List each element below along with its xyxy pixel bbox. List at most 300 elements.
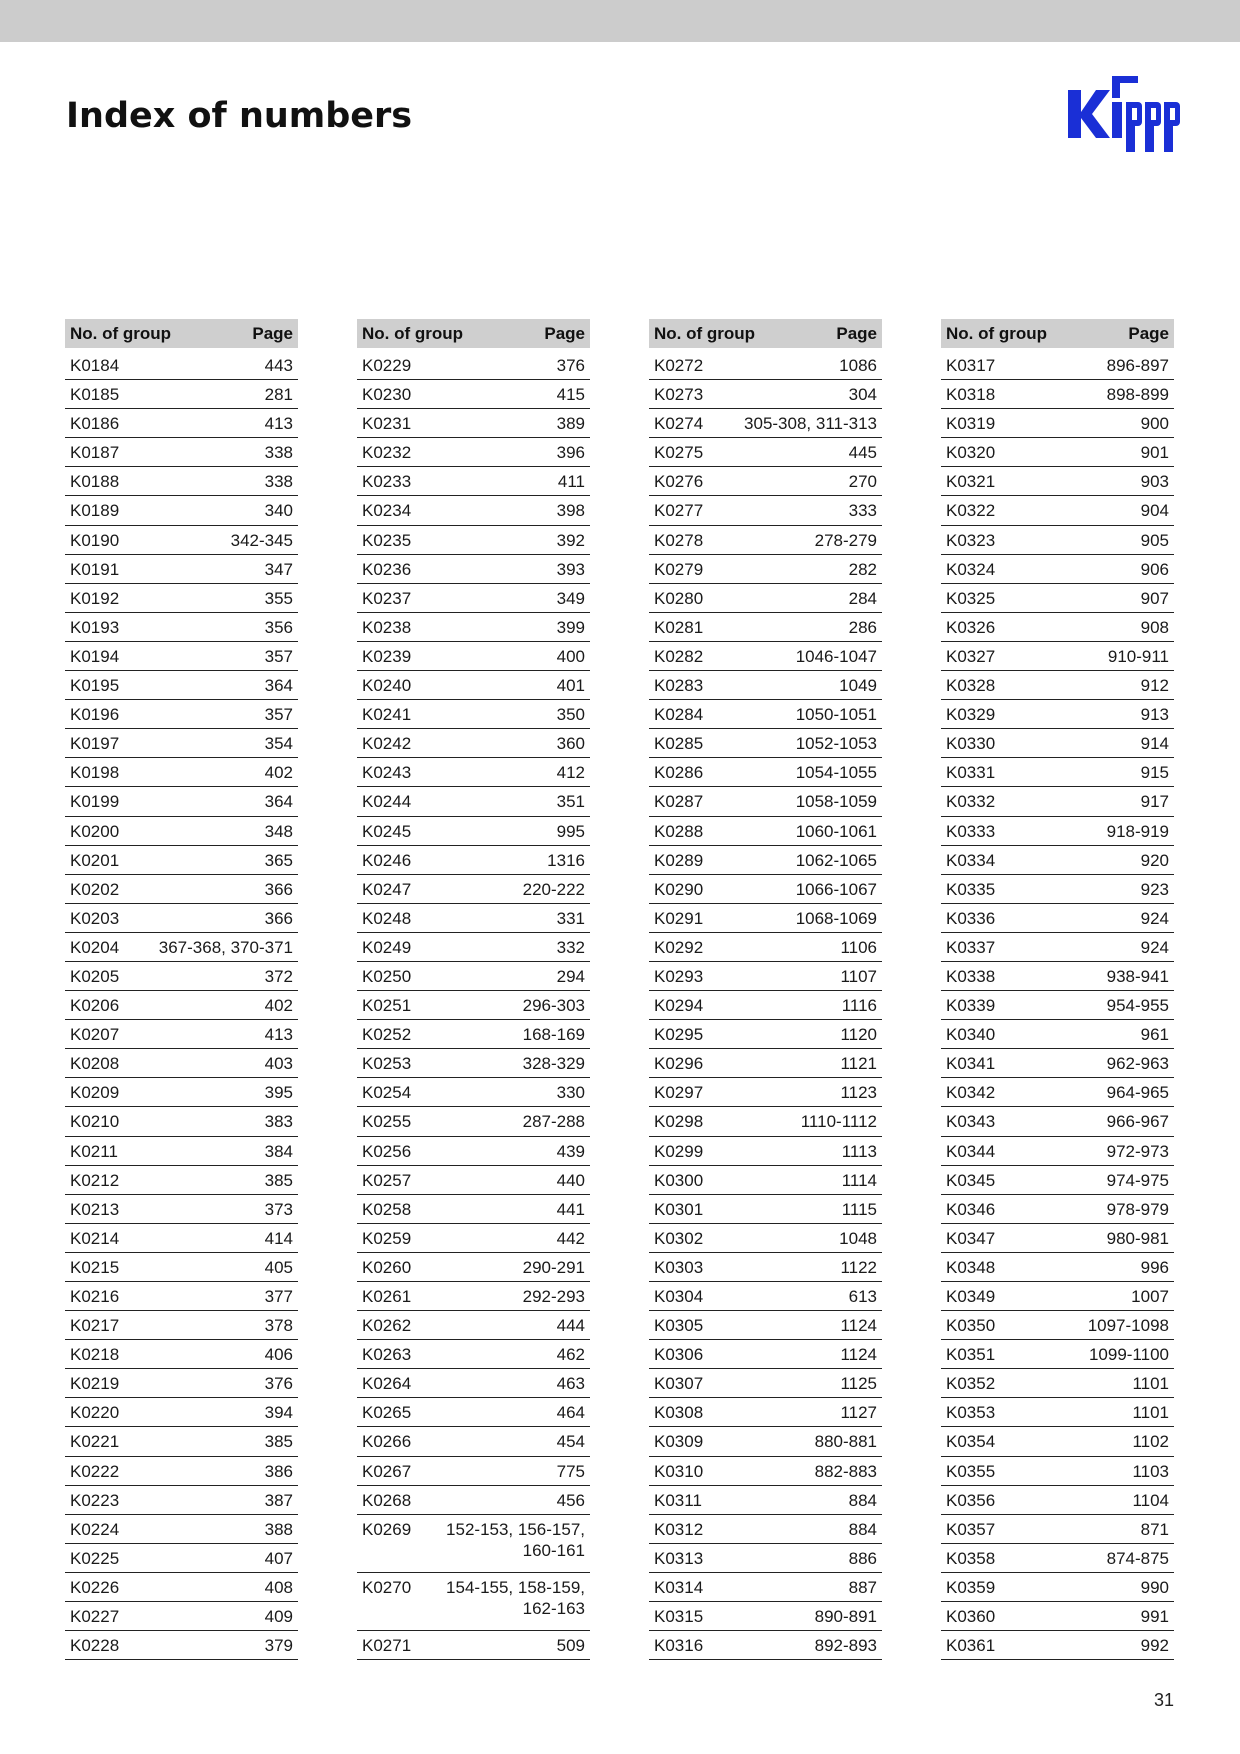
page-reference: 1124 <box>840 1316 877 1336</box>
group-number: K0224 <box>70 1519 120 1539</box>
table-row <box>357 758 590 787</box>
table-row <box>941 1049 1174 1078</box>
table-header <box>357 319 590 348</box>
group-number: K0235 <box>362 530 412 550</box>
page-reference: 884 <box>848 1519 877 1539</box>
table-row <box>357 1137 590 1166</box>
group-number: K0217 <box>70 1316 120 1336</box>
page-reference: 972-973 <box>1106 1141 1169 1161</box>
table-row <box>65 1282 298 1311</box>
table-row <box>357 584 590 613</box>
page-reference: 372 <box>264 966 293 986</box>
page-reference: 924 <box>1140 937 1169 957</box>
group-number: K0203 <box>70 908 120 928</box>
group-number: K0196 <box>70 705 120 725</box>
table-row <box>649 584 882 613</box>
group-number: K0208 <box>70 1054 120 1074</box>
group-number: K0240 <box>362 676 412 696</box>
table-row <box>649 1544 882 1573</box>
table-row <box>649 1253 882 1282</box>
page-reference: 995 <box>556 821 585 841</box>
page-reference: 152-153, 156-157, 160-161 <box>446 1519 585 1560</box>
group-number: K0327 <box>946 646 996 666</box>
table-row <box>65 1340 298 1369</box>
table-row <box>649 875 882 904</box>
table-row <box>941 1398 1174 1427</box>
page-reference: 890-891 <box>814 1607 877 1627</box>
group-number: K0351 <box>946 1345 996 1365</box>
group-number: K0288 <box>654 821 704 841</box>
page-reference: 282 <box>848 559 877 579</box>
page-reference: 443 <box>264 356 293 375</box>
table-row <box>649 642 882 671</box>
table-row <box>65 526 298 555</box>
table-row <box>357 555 590 584</box>
page-reference: 880-881 <box>814 1432 877 1452</box>
page-reference: 509 <box>556 1636 585 1656</box>
group-number: K0299 <box>654 1141 704 1161</box>
table-row <box>65 1486 298 1515</box>
table-row <box>941 991 1174 1020</box>
page-reference: 898-899 <box>1106 385 1169 405</box>
group-number: K0253 <box>362 1054 412 1074</box>
index-table-4 <box>941 319 1174 1660</box>
page-reference: 1113 <box>841 1141 877 1161</box>
group-number: K0255 <box>362 1112 412 1132</box>
page-reference: 966-967 <box>1106 1112 1169 1132</box>
page-reference: 411 <box>557 472 585 492</box>
table-row <box>649 1515 882 1544</box>
page-reference: 900 <box>1140 414 1169 434</box>
group-number: K0348 <box>946 1257 996 1277</box>
group-number: K0298 <box>654 1112 704 1132</box>
group-number: K0194 <box>70 646 120 666</box>
page-reference: 440 <box>556 1170 585 1190</box>
table-row <box>649 758 882 787</box>
page-reference: 349 <box>556 588 585 608</box>
page-reference: 1058-1059 <box>795 792 877 812</box>
table-row <box>941 351 1174 380</box>
group-number: K0272 <box>654 356 704 375</box>
page-reference: 992 <box>1140 1636 1169 1656</box>
header-group: No. of group <box>654 323 756 343</box>
table-row <box>941 1137 1174 1166</box>
table-row <box>357 817 590 846</box>
table-row <box>941 758 1174 787</box>
table-row <box>941 613 1174 642</box>
index-table-3 <box>649 319 882 1660</box>
table-row <box>65 1573 298 1602</box>
page-reference: 1046-1047 <box>795 646 877 666</box>
page-reference: 414 <box>264 1228 293 1248</box>
table-row <box>649 613 882 642</box>
group-number: K0198 <box>70 763 120 783</box>
table-row <box>65 380 298 409</box>
table-row <box>649 380 882 409</box>
table-row <box>357 1107 590 1136</box>
page-reference: 886 <box>848 1548 877 1568</box>
group-number: K0231 <box>362 414 412 434</box>
table-row <box>941 817 1174 846</box>
table-row <box>941 1224 1174 1253</box>
table-row <box>357 1369 590 1398</box>
page-reference: 354 <box>264 734 293 754</box>
page-reference: 328-329 <box>522 1054 585 1074</box>
group-number: K0199 <box>70 792 120 812</box>
table-row <box>649 1311 882 1340</box>
group-number: K0338 <box>946 966 996 986</box>
group-number: K0313 <box>654 1548 704 1568</box>
page-reference: 463 <box>556 1374 585 1394</box>
group-number: K0360 <box>946 1607 996 1627</box>
group-number: K0207 <box>70 1025 120 1045</box>
page-reference: 1104 <box>1132 1490 1169 1510</box>
page-reference: 961 <box>1140 1025 1169 1045</box>
page-reference: 874-875 <box>1106 1548 1169 1568</box>
group-number: K0221 <box>70 1432 120 1452</box>
table-row <box>65 904 298 933</box>
table-row <box>649 1457 882 1486</box>
table-row <box>65 1078 298 1107</box>
table-row <box>65 642 298 671</box>
group-number: K0262 <box>362 1316 412 1336</box>
group-number: K0249 <box>362 937 412 957</box>
page-reference: 402 <box>264 996 293 1016</box>
group-number: K0230 <box>362 385 412 405</box>
table-row <box>357 1398 590 1427</box>
group-number: K0227 <box>70 1607 120 1627</box>
table-row <box>649 671 882 700</box>
group-number: K0236 <box>362 559 412 579</box>
group-number: K0354 <box>946 1432 996 1452</box>
group-number: K0275 <box>654 443 704 463</box>
group-number: K0320 <box>946 443 996 463</box>
table-row <box>65 1224 298 1253</box>
table-row <box>65 1515 298 1544</box>
group-number: K0241 <box>362 705 412 725</box>
table-row <box>649 1195 882 1224</box>
group-number: K0314 <box>654 1577 704 1597</box>
group-number: K0205 <box>70 966 120 986</box>
table-row <box>65 991 298 1020</box>
group-number: K0279 <box>654 559 704 579</box>
group-number: K0345 <box>946 1170 996 1190</box>
page-reference: 367-368, 370-371 <box>158 937 293 957</box>
page-reference: 444 <box>556 1316 585 1336</box>
page-reference: 355 <box>264 588 293 608</box>
page-reference: 904 <box>1140 501 1169 521</box>
page-reference: 413 <box>264 414 293 434</box>
table-row <box>941 729 1174 758</box>
group-number: K0202 <box>70 879 120 899</box>
group-number: K0250 <box>362 966 412 986</box>
page-reference: 954-955 <box>1106 996 1169 1016</box>
group-number: K0243 <box>362 763 412 783</box>
page-reference: 287-288 <box>522 1112 585 1132</box>
page-reference: 1101 <box>1132 1374 1169 1394</box>
group-number: K0204 <box>70 937 120 957</box>
group-number: K0361 <box>946 1636 996 1656</box>
table-row <box>65 1166 298 1195</box>
table-row <box>65 933 298 962</box>
table-row <box>941 1457 1174 1486</box>
group-number: K0312 <box>654 1519 704 1539</box>
table-row <box>941 1573 1174 1602</box>
group-number: K0284 <box>654 705 704 725</box>
page-reference: 892-893 <box>814 1636 877 1656</box>
header-page: Page <box>252 323 293 343</box>
group-number: K0285 <box>654 734 704 754</box>
table-row <box>649 526 882 555</box>
group-number: K0356 <box>946 1490 996 1510</box>
table-row <box>941 846 1174 875</box>
group-number: K0267 <box>362 1461 412 1481</box>
header-page: Page <box>836 323 877 343</box>
group-number: K0359 <box>946 1577 996 1597</box>
group-number: K0191 <box>70 559 120 579</box>
page-reference: 366 <box>264 879 293 899</box>
page-reference: 1103 <box>1132 1461 1169 1481</box>
header-group: No. of group <box>946 323 1048 343</box>
group-number: K0318 <box>946 385 996 405</box>
table-row <box>357 351 590 380</box>
group-number: K0188 <box>70 472 120 492</box>
table-row <box>357 1253 590 1282</box>
group-number: K0323 <box>946 530 996 550</box>
page-reference: 990 <box>1140 1577 1169 1597</box>
page-reference: 304 <box>848 385 877 405</box>
page-reference: 365 <box>264 850 293 870</box>
page-reference: 168-169 <box>522 1025 585 1045</box>
group-number: K0316 <box>654 1636 704 1656</box>
page-reference: 441 <box>556 1199 585 1219</box>
table-row <box>649 1166 882 1195</box>
group-number: K0293 <box>654 966 704 986</box>
page-reference: 413 <box>264 1025 293 1045</box>
group-number: K0289 <box>654 850 704 870</box>
index-table-1 <box>65 319 298 1660</box>
group-number: K0228 <box>70 1636 120 1656</box>
page-reference: 357 <box>264 646 293 666</box>
page-reference: 1124 <box>840 1345 877 1365</box>
group-number: K0189 <box>70 501 120 521</box>
table-row <box>65 1049 298 1078</box>
page-reference: 408 <box>264 1577 293 1597</box>
table-row <box>65 787 298 816</box>
group-number: K0246 <box>362 850 412 870</box>
group-number: K0321 <box>946 472 996 492</box>
page-reference: 905 <box>1140 530 1169 550</box>
page-reference: 887 <box>848 1577 877 1597</box>
page-reference: 332 <box>556 937 585 957</box>
table-row <box>65 671 298 700</box>
table-row <box>65 1602 298 1631</box>
group-number: K0226 <box>70 1577 120 1597</box>
page-reference: 340 <box>264 501 293 521</box>
top-banner <box>0 0 1240 42</box>
group-number: K0271 <box>362 1636 412 1656</box>
group-number: K0347 <box>946 1228 996 1248</box>
group-number: K0251 <box>362 996 412 1016</box>
group-number: K0261 <box>362 1287 412 1306</box>
group-number: K0337 <box>946 937 996 957</box>
table-row <box>941 409 1174 438</box>
table-row <box>941 875 1174 904</box>
group-number: K0304 <box>654 1287 704 1306</box>
table-row <box>65 962 298 991</box>
group-number: K0306 <box>654 1345 704 1365</box>
group-number: K0219 <box>70 1374 120 1394</box>
group-number: K0218 <box>70 1345 120 1365</box>
table-row <box>941 584 1174 613</box>
table-row <box>357 526 590 555</box>
group-number: K0343 <box>946 1112 996 1132</box>
page-reference: 924 <box>1140 908 1169 928</box>
table-row <box>65 846 298 875</box>
table-row <box>941 671 1174 700</box>
group-number: K0234 <box>362 501 412 521</box>
header-group: No. of group <box>362 323 464 343</box>
table-row <box>65 555 298 584</box>
page-reference: 376 <box>556 356 585 375</box>
page-reference: 331 <box>556 908 585 928</box>
page-reference: 903 <box>1140 472 1169 492</box>
group-number: K0326 <box>946 617 996 637</box>
table-row <box>649 496 882 525</box>
page-reference: 462 <box>556 1345 585 1365</box>
page-reference: 920 <box>1140 850 1169 870</box>
group-number: K0223 <box>70 1490 120 1510</box>
page-reference: 388 <box>264 1519 293 1539</box>
group-number: K0342 <box>946 1083 996 1103</box>
table-row <box>65 1195 298 1224</box>
page-reference: 980-981 <box>1106 1228 1169 1248</box>
table-row <box>357 962 590 991</box>
table-row <box>357 787 590 816</box>
kipp-logo-icon <box>1068 76 1180 158</box>
page-reference: 385 <box>264 1432 293 1452</box>
page-reference: 1049 <box>839 676 877 696</box>
group-number: K0349 <box>946 1287 996 1306</box>
group-number: K0220 <box>70 1403 120 1423</box>
page-reference: 1086 <box>839 356 877 375</box>
table-row <box>357 1340 590 1369</box>
page-reference: 938-941 <box>1106 966 1169 986</box>
table-row <box>357 1427 590 1456</box>
table-row <box>65 438 298 467</box>
table-row <box>357 496 590 525</box>
table-row <box>649 700 882 729</box>
page-reference: 305-308, 311-313 <box>744 414 877 434</box>
group-number: K0245 <box>362 821 412 841</box>
page-reference: 383 <box>264 1112 293 1132</box>
table-row <box>649 1224 882 1253</box>
table-row <box>649 1340 882 1369</box>
table-row <box>649 904 882 933</box>
page-reference: 913 <box>1140 705 1169 725</box>
group-number: K0294 <box>654 996 704 1016</box>
table-row <box>65 467 298 496</box>
group-number: K0303 <box>654 1257 704 1277</box>
table-row <box>65 496 298 525</box>
page-reference: 385 <box>264 1170 293 1190</box>
page-reference: 912 <box>1140 676 1169 696</box>
table-row <box>649 991 882 1020</box>
page-reference: 366 <box>264 908 293 928</box>
page-reference: 284 <box>848 588 877 608</box>
page-reference: 396 <box>556 443 585 463</box>
page-reference: 377 <box>264 1287 293 1306</box>
group-number: K0197 <box>70 734 120 754</box>
table-row <box>941 467 1174 496</box>
table-row <box>649 1078 882 1107</box>
page-reference: 407 <box>264 1548 293 1568</box>
group-number: K0268 <box>362 1490 412 1510</box>
table-row <box>941 496 1174 525</box>
group-number: K0291 <box>654 908 704 928</box>
table-row <box>941 1282 1174 1311</box>
page-reference: 1054-1055 <box>795 763 877 783</box>
group-number: K0211 <box>70 1141 118 1161</box>
page-reference: 389 <box>556 414 585 434</box>
page-reference: 914 <box>1140 734 1169 754</box>
page-reference: 1050-1051 <box>795 705 877 725</box>
table-row <box>357 1224 590 1253</box>
group-number: K0238 <box>362 617 412 637</box>
page-reference: 347 <box>264 559 293 579</box>
table-row <box>65 1137 298 1166</box>
group-number: K0283 <box>654 676 704 696</box>
page-reference: 409 <box>264 1607 293 1627</box>
group-number: K0309 <box>654 1432 704 1452</box>
group-number: K0273 <box>654 385 704 405</box>
page-reference: 398 <box>556 501 585 521</box>
table-row <box>65 1457 298 1486</box>
page-reference: 1114 <box>841 1170 877 1190</box>
page-reference: 373 <box>264 1199 293 1219</box>
group-number: K0328 <box>946 676 996 696</box>
table-row <box>65 1544 298 1573</box>
table-row <box>649 1107 882 1136</box>
table-row <box>357 467 590 496</box>
page-reference: 964-965 <box>1106 1083 1169 1103</box>
page-reference: 292-293 <box>522 1287 585 1306</box>
page-reference: 439 <box>556 1141 585 1161</box>
group-number: K0307 <box>654 1374 704 1394</box>
group-number: K0225 <box>70 1548 120 1568</box>
group-number: K0274 <box>654 414 704 434</box>
page-reference: 290-291 <box>522 1257 585 1277</box>
table-row <box>941 1107 1174 1136</box>
group-number: K0270 <box>362 1577 412 1597</box>
table-row <box>649 1049 882 1078</box>
page-reference: 350 <box>556 705 585 725</box>
table-row <box>357 875 590 904</box>
page-reference: 1068-1069 <box>795 908 877 928</box>
group-number: K0282 <box>654 646 704 666</box>
table-row <box>649 1427 882 1456</box>
page-reference: 338 <box>264 472 293 492</box>
table-row <box>649 1602 882 1631</box>
page-reference: 907 <box>1140 588 1169 608</box>
page-reference: 1116 <box>841 996 877 1016</box>
table-row <box>357 1631 590 1660</box>
group-number: K0252 <box>362 1025 412 1045</box>
table-row <box>649 817 882 846</box>
page-reference: 384 <box>264 1141 293 1161</box>
table-row <box>65 1107 298 1136</box>
table-row <box>65 875 298 904</box>
